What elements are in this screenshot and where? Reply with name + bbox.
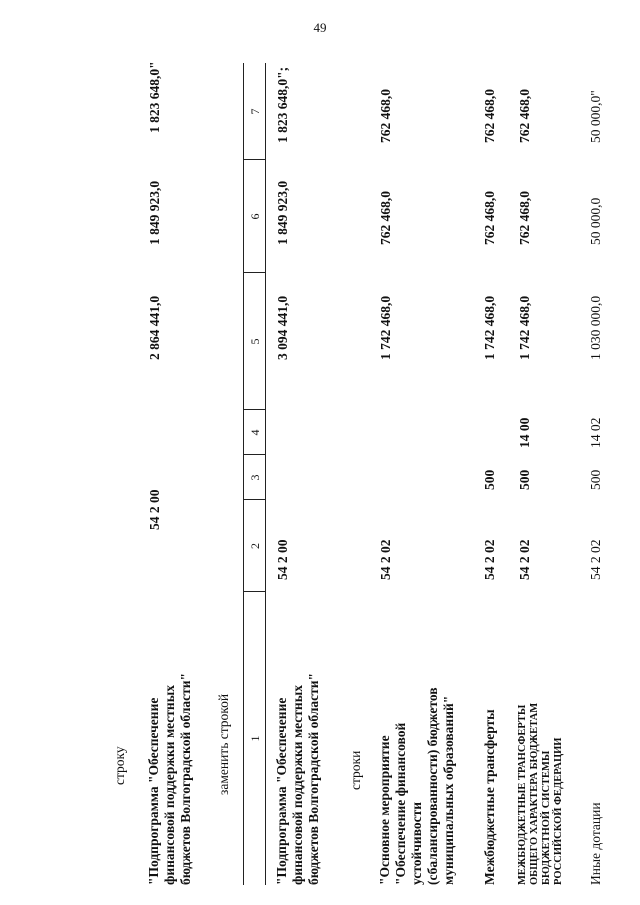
row-col7: 762 468,0: [517, 89, 532, 143]
row-col5: 1 030 000,0: [588, 295, 603, 360]
header-col-5: 5: [248, 338, 262, 345]
row-col6: 1 849 923,0: [275, 180, 290, 245]
row-code: 54 2 02: [482, 539, 497, 580]
row-name: "Подпрограмма "Обеспечение финансовой поддержки местных бюджетов Волгоградской области": [274, 672, 321, 885]
row-col4: 14 02: [588, 417, 603, 448]
row-col7: 762 468,0: [482, 89, 497, 143]
page-number: 49: [313, 20, 327, 35]
row-col7: 1 823 648,0";: [275, 66, 290, 143]
row-col5: 1 742 468,0: [482, 295, 497, 360]
row-col6: 762 468,0: [378, 191, 393, 245]
header-bottom-line: [265, 63, 266, 885]
row-code: 54 2 02: [588, 539, 603, 580]
header-top-line: [243, 63, 244, 885]
row-code: 54 2 00: [275, 539, 290, 580]
label-stroku: строку: [112, 746, 127, 785]
block1-col5: 2 864 441,0: [147, 295, 162, 360]
row-code: 54 2 02: [517, 539, 532, 580]
header-col-1: 1: [248, 735, 262, 742]
row-col3: 500: [482, 469, 497, 490]
row-col5: 1 742 468,0: [378, 295, 393, 360]
header-col-7: 7: [248, 108, 262, 115]
header-col-3: 3: [248, 474, 262, 481]
row-col7: 50 000,0": [588, 90, 603, 143]
row-col7: 762 468,0: [378, 89, 393, 143]
header-col-4: 4: [248, 429, 262, 436]
row-col3: 500: [517, 469, 532, 490]
row-name: МЕЖБЮДЖЕТНЫЕ ТРАНСФЕРТЫ ОБЩЕГО ХАРАКТЕРА БЮДЖЕТАМ БЮДЖЕТНОЙ СИСТЕМЫ РОССИЙСКОЙ ФЕДЕРАЦИИ: [517, 702, 564, 885]
row-col6: 762 468,0: [517, 191, 532, 245]
row-col5: 3 094 441,0: [275, 295, 290, 360]
row-col5: 1 742 468,0: [517, 295, 532, 360]
label-zamenit: заменить строкой: [216, 693, 231, 795]
row-code: 54 2 02: [378, 539, 393, 580]
header-col-2: 2: [248, 543, 262, 549]
block1-col7: 1 823 648,0": [147, 61, 162, 133]
block1-name: "Подпрограмма "Обеспечение финансовой поддержки местных бюджетов Волгоградской области": [146, 672, 193, 885]
row-name: Межбюджетные трансферты: [482, 709, 497, 885]
row-name: Иные дотации: [588, 802, 603, 885]
rotated-document-sheet: [20, 25, 620, 885]
row-col6: 762 468,0: [482, 191, 497, 245]
row-name: "Основное мероприятие "Обеспечение финансовой устойчивости (сбалансированности) бюджетов муниципальных образований": [377, 687, 456, 885]
row-col3: 500: [588, 469, 603, 490]
block1-col6: 1 849 923,0: [147, 180, 162, 245]
row-col4: 14 00: [517, 417, 532, 448]
label-stroki: строки: [348, 750, 363, 790]
header-col-6: 6: [248, 213, 262, 220]
block1-code: 54 2 00: [147, 489, 162, 530]
row-col6: 50 000,0: [588, 197, 603, 245]
